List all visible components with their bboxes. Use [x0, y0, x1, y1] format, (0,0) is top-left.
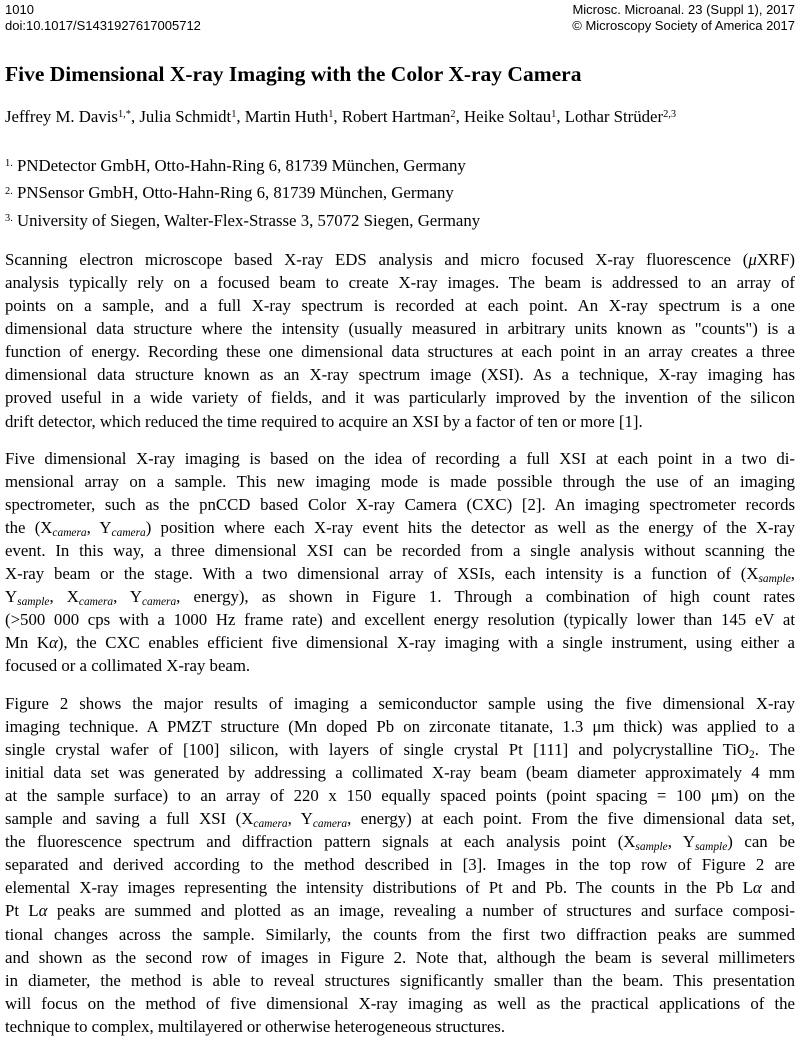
author-name: Heike Soltau: [464, 107, 552, 126]
subscript-text: sample: [694, 840, 728, 853]
text-line: X-ray beam or the stage. With a two dimensional array of XSIs, each intensity is a function of (Xsample,: [5, 564, 795, 585]
text-line: separated and derived according to the method described in [3]. Images in the top row of Figure 2 are: [5, 855, 795, 875]
subscript-text: sample: [17, 595, 50, 608]
header-right: [572, 2, 795, 33]
text-line: tional changes across the sample. Similarly, the counts from the first two diffraction peaks are summed: [5, 924, 795, 944]
text-line: proved useful in a wide variety of fields, and it was particularly improved by the invention of the silicon: [5, 388, 795, 408]
author-affiliation-superscript: 2: [450, 109, 456, 121]
body-paragraph: [5, 248, 795, 433]
text-line: will focus on the method of five dimensional X-ray imaging as well as the practical applications of the: [5, 993, 795, 1013]
text-line: Mn Kα), the CXC enables efficient five dimensional X-ray imaging with a single instrument, using either a: [5, 633, 795, 653]
affiliation-line: $^{2.}$ PNSensor GmbH, Otto-Hahn-Ring 6, 81739 München, Germany: [5, 183, 454, 203]
subscript-text: camera: [111, 526, 146, 539]
text-line: the fluorescence spectrum and diffraction pattern signals at each analysis point (Xsample, Ysample) can be: [5, 832, 796, 853]
text-line: Ysample, Xcamera, Ycamera, energy), as shown in Figure 1. Through a combination of high count rates: [5, 587, 796, 608]
author-affiliation-superscript: 2,3: [663, 109, 677, 121]
copyright-notice: © Microscopy Society of America 2017: [572, 17, 795, 33]
text-line: the (Xcamera, Ycamera) position where each X-ray event hits the detector as well as the energy of the X-ray: [5, 517, 796, 539]
text-line: dimensional data structure known as an X-ray spectrum image (XSI). As a technique, X-ray imaging has: [5, 365, 795, 385]
text-line: event. In this way, a three dimensional XSI can be recorded from a single analysis without scanning the: [5, 541, 795, 561]
author-affiliation-superscript: 1: [551, 109, 557, 121]
text-line: dimensional data structure where the intensity (usually measured in arbitrary units known as "counts") is a: [5, 319, 795, 339]
affiliation-number: 1.: [5, 158, 13, 170]
subscript-text: sample: [635, 840, 668, 853]
affiliation-number: 2.: [5, 185, 13, 197]
text-line: imaging technique. A PMZT structure (Mn doped Pb on zirconate titanate, 1.3 μm thick) was applied to a: [5, 716, 795, 736]
author-affiliation-superscript: 1,*: [117, 109, 131, 121]
body-paragraph: [5, 447, 795, 678]
italic-symbol: α: [38, 901, 48, 921]
author-affiliation-superscript: 1: [328, 109, 334, 121]
text-line: Pt Lα peaks are summed and plotted as an image, revealing a number of structures and surface composi-: [5, 901, 795, 921]
author-name: Martin Huth: [244, 107, 329, 126]
text-line: Scanning electron microscope based X-ray EDS analysis and micro focused X-ray fluorescence (μXRF): [5, 249, 795, 269]
author-name: Robert Hartman: [341, 107, 451, 126]
text-line: at the sample surface) to an array of 220 x 150 equally spaced points (point spacing = 100 μm) on the: [5, 785, 795, 805]
article-body: [5, 248, 795, 1038]
subscript-text: camera: [253, 817, 288, 830]
text-line: (>500 000 cps with a 1000 Hz frame rate) and excellent energy resolution (typically lower than 145 eV at: [5, 610, 795, 630]
italic-symbol: μ: [748, 249, 757, 269]
affiliation-list: [5, 152, 795, 234]
subscript-text: camera: [312, 817, 348, 830]
subscript-text: sample: [758, 572, 791, 585]
text-line: points on a sample, and a full X-ray spectrum is recorded at each point. An X-ray spectrum is a one: [5, 296, 795, 316]
subscript-text: camera: [78, 595, 114, 608]
text-line: sample and saving a full XSI (Xcamera, Ycamera, energy) at each point. From the five dimensional data set,: [5, 809, 796, 830]
doi: doi:10.1017/S1431927617005712: [5, 17, 201, 33]
text-line: analysis typically rely on a focused beam to create X-ray images. The beam is addressed to an array of: [5, 272, 795, 292]
affiliation-number: 3.: [5, 212, 13, 224]
text-line: elemental X-ray images representing the intensity distributions of Pt and Pb. The counts in the Pb Lα and: [5, 878, 795, 898]
text-line: focused or a collimated X-ray beam.: [5, 656, 251, 676]
text-line: technique to complex, multilayered or otherwise heterogeneous structures.: [5, 1016, 506, 1036]
subscript-text: 2: [749, 748, 755, 761]
text-line: in diameter, the method is able to reveal structures significantly smaller than the beam. This presentation: [5, 970, 795, 990]
text-line: mensional array on a sample. This new imaging mode is made possible through the use of an imaging: [5, 471, 795, 491]
body-paragraph: [5, 692, 795, 1038]
subscript-text: camera: [52, 526, 87, 539]
author-name: Jeffrey M. Davis: [5, 107, 118, 126]
header-left: [5, 2, 201, 33]
text-line: drift detector, which reduced the time required to acquire an XSI by a factor of ten or more [1].: [5, 411, 643, 431]
journal-citation: Microsc. Microanal. 23 (Suppl 1), 2017: [572, 2, 795, 17]
text-line: initial data set was generated by addressing a collimated X-ray beam (beam diameter approximately 4 mm: [5, 762, 795, 782]
affiliation-line: $^{3.}$ University of Siegen, Walter-Flex-Strasse 3, 57072 Siegen, Germany: [5, 210, 481, 230]
text-line: single crystal wafer of [100] silicon, with layers of single crystal Pt [111] and polycrystalline TiO2. The: [5, 739, 795, 761]
author-name: Julia Schmidt: [139, 107, 232, 126]
text-line: Figure 2 shows the major results of imaging a semiconductor sample using the five dimensional X-ray: [5, 693, 795, 713]
text-line: Five dimensional X-ray imaging is based on the idea of recording a full XSI at each point in a two di-: [5, 448, 795, 468]
text-line: function of energy. Recording these one dimensional data structures at each point in an array creates a three: [5, 342, 795, 362]
page-number: 1010: [5, 2, 34, 17]
italic-symbol: α: [752, 878, 762, 898]
affiliation-line: $^{1.}$ PNDetector GmbH, Otto-Hahn-Ring 6, 81739 München, Germany: [5, 156, 466, 175]
text-line: and shown as the second row of images in Figure 2. Note that, although the beam is several millimeters: [5, 947, 795, 967]
author-affiliation-superscript: 1: [231, 109, 237, 121]
italic-symbol: α: [49, 633, 58, 653]
article-title: Five Dimensional X-ray Imaging with the Color X-ray Camera: [5, 62, 582, 86]
author-name: Lothar Strüder: [564, 107, 664, 126]
subscript-text: camera: [141, 595, 177, 608]
text-line: spectrometer, such as the pnCCD based Color X-ray Camera (CXC) [2]. An imaging spectrometer records: [5, 494, 795, 514]
page-header: [5, 2, 795, 33]
author-line: Jeffrey M. Davis$^{1,*}$, Julia Schmidt$^1$, Martin Huth$^1$, Robert Hartman$^2$, Heike Soltau$^1$, Lothar Strüder$^{2,3}$: [5, 107, 677, 126]
